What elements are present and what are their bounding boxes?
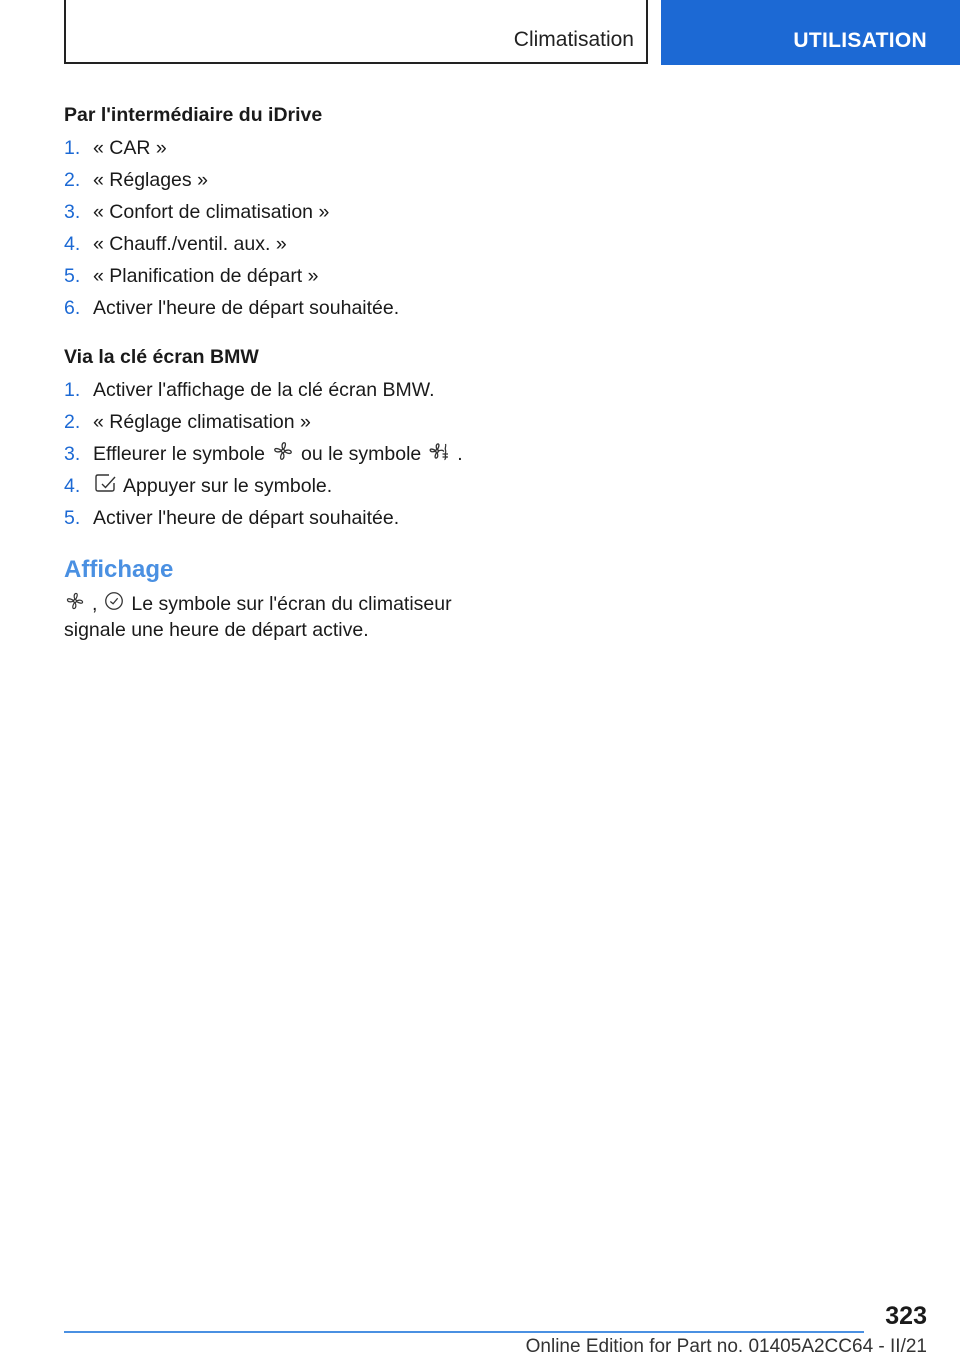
fan-icon (64, 590, 86, 618)
step-number: 5. (64, 264, 81, 287)
header-section-box (64, 0, 648, 64)
footer-edition: Online Edition for Part no. 01405A2CC64 - II/21 (525, 1336, 927, 1357)
header-section-title: Climatisation (513, 28, 634, 51)
step-text: « Réglage climatisation » (93, 410, 311, 433)
idrive-step-4 (64, 231, 287, 257)
idrive-step-6 (64, 295, 399, 321)
step-text-end: . (457, 442, 463, 465)
step-text: « Réglages » (93, 168, 208, 191)
header-chapter-label: UTILISATION (793, 29, 927, 52)
clock-check-icon (103, 590, 125, 618)
step-number: 1. (64, 378, 81, 401)
key-step-1 (64, 377, 435, 403)
idrive-step-2 (64, 167, 208, 193)
fan-icon (271, 439, 295, 469)
idrive-heading: Par l'intermédiaire du iDrive (64, 104, 323, 126)
step-number: 3. (64, 200, 81, 223)
step-number: 1. (64, 136, 81, 159)
step-text: Activer l'affichage de la clé écran BMW. (93, 378, 435, 401)
step-number: 4. (64, 232, 81, 255)
display-heading: Affichage (64, 556, 174, 583)
page-number: 323 (885, 1302, 927, 1330)
step-text: « CAR » (93, 136, 167, 159)
fan-heat-icon (427, 439, 451, 469)
display-text-line-2: signale une heure de départ active. (64, 619, 369, 641)
key-step-4 (64, 473, 332, 499)
step-text: Activer l'heure de départ souhaitée. (93, 506, 400, 529)
step-number: 3. (64, 442, 81, 465)
step-text-middle: ou le symbole (300, 442, 422, 465)
footer-divider (64, 1331, 864, 1333)
idrive-step-5 (64, 263, 319, 289)
key-step-3 (64, 441, 463, 467)
step-text: « Planification de départ » (93, 264, 319, 287)
display-line-1 (64, 591, 452, 617)
key-step-2 (64, 409, 311, 435)
step-number: 4. (64, 474, 81, 497)
step-number: 6. (64, 296, 81, 319)
key-step-5 (64, 505, 399, 531)
step-number: 5. (64, 506, 81, 529)
step-text: « Confort de climatisation » (93, 200, 330, 223)
header-chapter-tab (661, 0, 960, 65)
step-number: 2. (64, 168, 81, 191)
idrive-step-1 (64, 135, 167, 161)
display-text-line-1: Le symbole sur l'écran du climatiseur (131, 592, 452, 615)
step-text: Effleurer le symbole (93, 442, 265, 465)
checkbox-check-icon (93, 471, 117, 501)
idrive-step-3 (64, 199, 329, 225)
key-heading: Via la clé écran BMW (64, 346, 259, 368)
step-number: 2. (64, 410, 81, 433)
icon-separator: , (92, 592, 98, 615)
step-text: Activer l'heure de départ souhaitée. (93, 296, 400, 319)
step-text: « Chauff./ventil. aux. » (93, 232, 287, 255)
step-text: Appuyer sur le symbole. (123, 474, 333, 497)
